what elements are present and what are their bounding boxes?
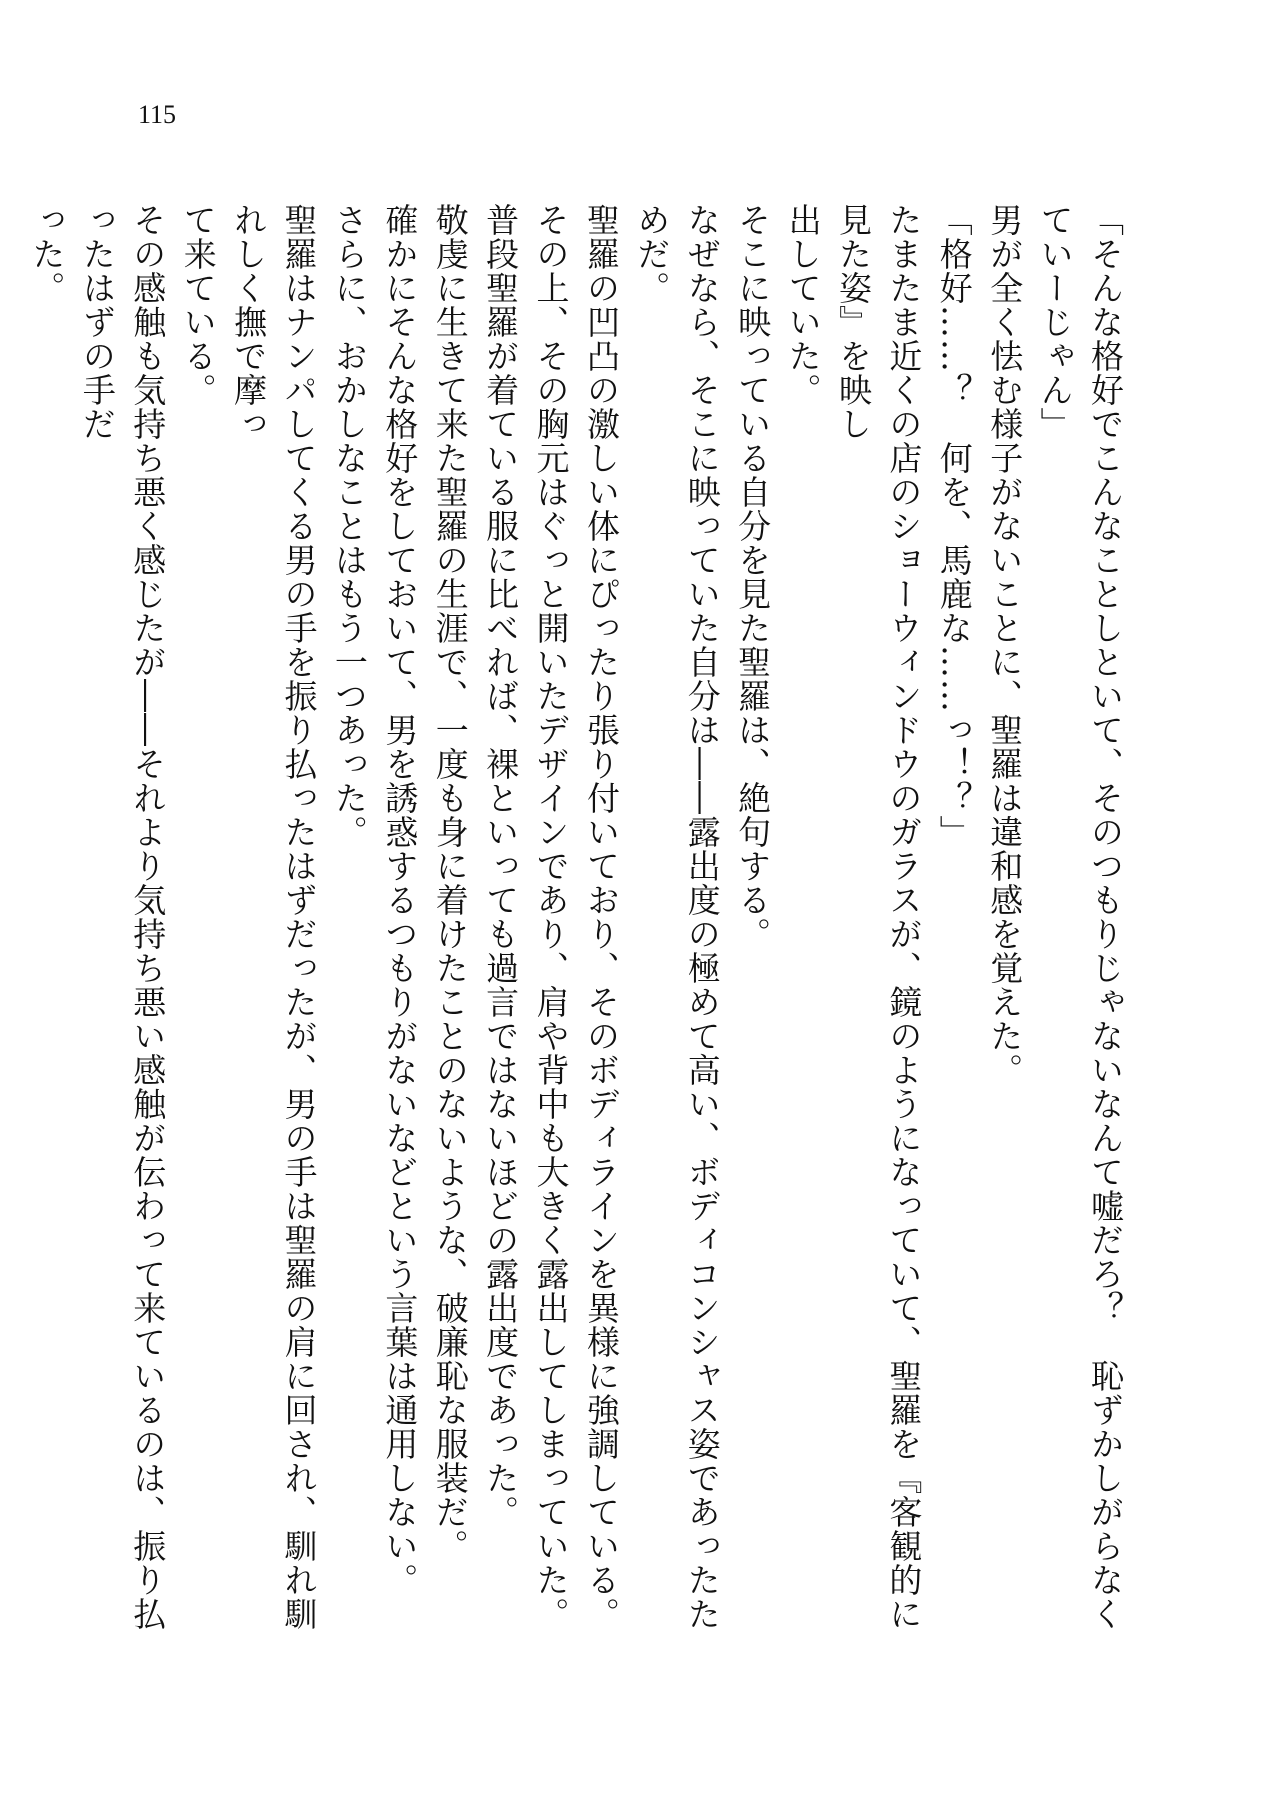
text-line: たまたま近くの店のショーウィンドウのガラスが、鏡のようになっていて、聖羅を『客観的に見た姿』を映し — [833, 203, 924, 1631]
text-line: て来ている。 — [178, 203, 218, 407]
text-line: 聖羅の凹凸の激しい体にぴったり張り付いており、そのボディラインを異様に強調している。 — [581, 203, 621, 1631]
text-line: 「格好……？ 何を、馬鹿な……っ！？」 — [934, 203, 974, 849]
text-line: その感触も気持ち悪く感じたが――それより気持ち悪い感触が伝わって来ているのは、振り払ったはずの手だ — [77, 203, 168, 1631]
text-line: 敬虔に生きて来た聖羅の生涯で、一度も身に着けたことのないような、破廉恥な服装だ。 — [430, 203, 470, 1563]
text-line: さらに、おかしなことはもう一つあった。 — [329, 203, 369, 849]
text-line: 出していた。 — [783, 203, 823, 407]
text-line: その上、その胸元はぐっと開いたデザインであり、肩や背中も大きく露出してしまっていた。 — [531, 203, 571, 1631]
text-line: 普段聖羅が着ている服に比べれば、裸といっても過言ではないほどの露出度であった。 — [481, 203, 521, 1529]
body-text — [27, 203, 1130, 1633]
text-line: そこに映っている自分を見た聖羅は、絶句する。 — [733, 203, 773, 951]
text-line: なぜなら、そこに映っていた自分は――露出度の極めて高い、ボディコンシャス姿であったためだ。 — [632, 203, 722, 1631]
text-line: 確かにそんな格好をしておいて、男を誘惑するつもりがないなどという言葉は通用しない。 — [380, 203, 420, 1597]
page-number: 115 — [138, 100, 177, 129]
text-line: 聖羅はナンパしてくる男の手を振り払ったはずだったが、男の手は聖羅の肩に回され、馴れ馴れしく撫で摩っ — [229, 203, 319, 1631]
text-line: 「そんな格好でこんなことしといて、そのつもりじゃないなんて嘘だろ？ 恥ずかしがらなくていーじゃん」 — [1035, 203, 1125, 1631]
text-line: った。 — [27, 203, 67, 305]
text-line: 男が全く怯む様子がないことに、聖羅は違和感を覚えた。 — [985, 203, 1025, 1087]
